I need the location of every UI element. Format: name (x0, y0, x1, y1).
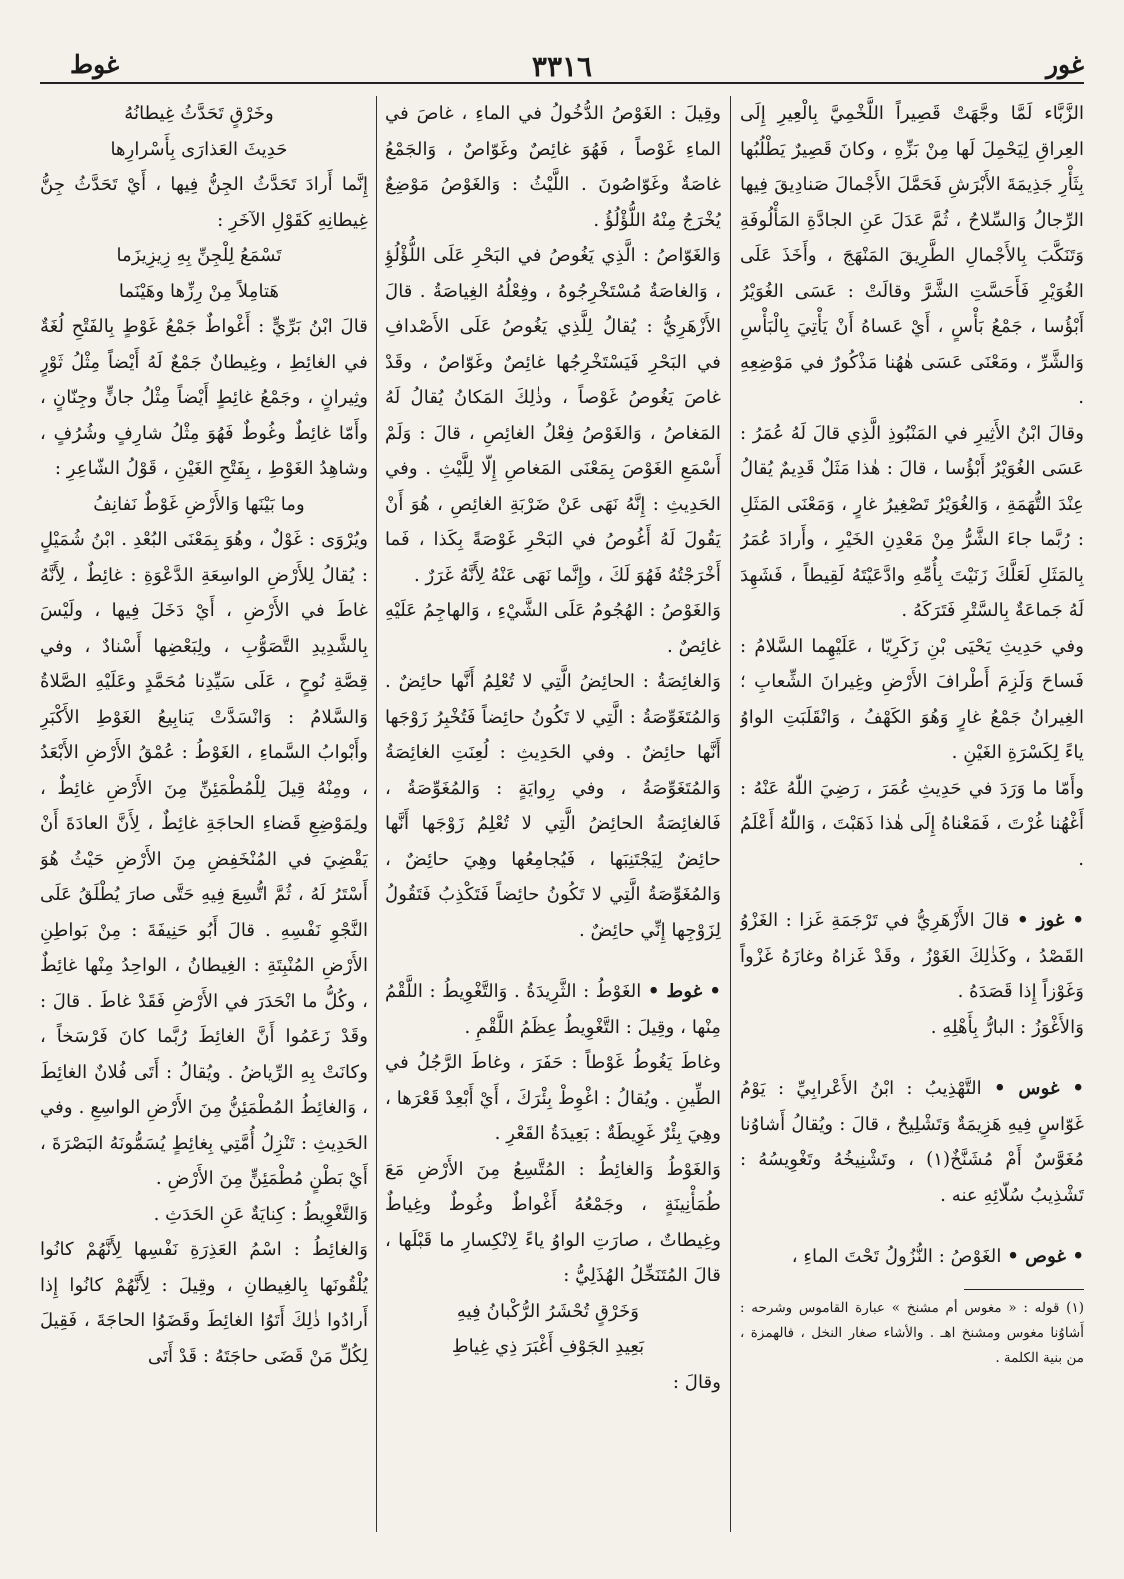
entry-text: الغَوْطُ : الثَّرِيدَةُ . وَالتَّغْوِيطُ : اللَّقْمُ مِنْها ، وقِيلَ : التَّغْوِيطُ عِظَمُ اللَّقْمِ . (385, 981, 721, 1038)
entry-ghawth (740, 1239, 1084, 1275)
page-header (40, 50, 1084, 90)
entry-headword: • غوص • (1007, 1246, 1084, 1267)
verse-line: بَعِيدِ الجَوْفِ أَغْبَرَ ذِي غِياطِ (451, 1336, 645, 1357)
header-left-word: غوط (70, 50, 120, 79)
paragraph: وَالغائِطُ : اسْمُ العَذِرَةِ نَفْسِها لِأَنَّهُمْ كانُوا يُلْقُونَها بِالغِيطانِ ، وقِيلَ : لِأَنَّهُمْ كانُوا إِذا أَرادُوا ذٰلِكَ أَتَوُا الغائِطَ وقَضَوُا الحاجَةَ ، فَقِيلَ لِكُلِّ مَنْ قَضَى حاجَتَهُ : قَدْ أَتَى (40, 1239, 368, 1367)
dictionary-page (40, 38, 1084, 1548)
entry-text: التَّهْذِيبُ : ابْنُ الأَعْرابِيِّ : يَوْمُ غَوّاسٍ فِيهِ هَزِيمَةٌ وَتَشْلِيحٌ ، قالَ : ويُقالُ أَشاوُنا مُغَوَّسٌ أَمْ مُشَنَّخٌ(١) ، وتَشْنِيخُهُ وتَغْوِيسُهُ : تَشْذِيبُ سُلّائِهِ عنه . (740, 1078, 1084, 1206)
footnote-rule (964, 1289, 1084, 1290)
page-number: ٣٣١٦ (531, 50, 593, 83)
header-rule (40, 82, 1084, 84)
verse-line: تَسْمَعُ لِلْجِنِّ بِهِ زِيزِيزَما (116, 245, 282, 266)
paragraph: وَالأَغْوَزُ : البارُّ بِأَهْلِهِ . (930, 1016, 1084, 1038)
left-column (40, 96, 368, 1536)
header-right-word: غور (1045, 50, 1084, 79)
entry-text: قالَ الأَزْهَرِيُّ في تَرْجَمَةِ غَزا : الغَزْوُ القَصْدُ ، وكَذٰلِكَ الغَوْزُ ، وقَدْ غَزاهُ وغازَهُ غَزْواً وَغَوْزاً إِذا قَصَدَهُ . (740, 910, 1084, 1002)
entry-headword: • غوط • (647, 981, 721, 1002)
paragraph: وقِيلَ : الغَوْصُ الدُّخُولُ في الماءِ ، غاصَ في الماءِ غَوْصاً ، فَهُوَ غائِصٌ وغَوّاصٌ ، وَالجَمْعُ غاصَةٌ وغَوّاصُونَ . اللَّيْثُ : وَالغَوْصُ مَوْضِعٌ يُخْرَجُ مِنْهُ اللُّؤْلُؤُ . (385, 103, 721, 231)
paragraph: وغاطَ يَغُوطُ غَوْطاً : حَفَرَ ، وغاطَ الرَّجُلُ في الطِّينِ . ويُقالُ : اغْوِطْ بِئْرَكَ ، أَيْ أَبْعِدْ قَعْرَها ، وهِيَ بِئْرٌ غَوِيطَةٌ : بَعِيدَةُ القَعْرِ . (385, 1052, 721, 1144)
column-divider (376, 96, 377, 1532)
paragraph: قالَ ابْنُ بَرِّيٍّ : أَغْواطٌ جَمْعُ غَوْطٍ بِالفَتْحِ لُغَةٌ في الغائِطِ ، وغِيطانٌ جَمْعٌ لَهُ أَيْضاً مِثْلُ ثَوْرٍ وثِيرانٍ ، وجَمْعُ غائِطٍ أَيْضاً مِثْلُ جانٍّ وجِنّانٍ ، وأَمّا غائِطٌ وغُوطٌ فَهُوَ مِثْلُ شارِفٍ وشُرُفٍ ، وشاهِدُ الغَوْطِ ، بِفَتْحِ الغَيْنِ ، قَوْلُ الشّاعِرِ : (40, 316, 368, 479)
footnote: (١) قوله : « مغوس أم مشنخ » عبارة القاموس وشرحه : أَشاوُنا مغوس ومشنخ اهـ . والأشاء صغار النخل ، فالهمزة ، من بنية الكلمة . (740, 1299, 1084, 1366)
paragraph: وَالغَوّاصُ : الَّذِي يَغُوصُ في البَحْرِ عَلَى اللُّؤْلُؤِ ، وَالغاصَةُ مُسْتَخْرِجُوهُ ، وفِعْلُهُ الغِياصَةُ . قالَ الأَزْهَرِيُّ : يُقالُ لِلَّذِي يَغُوصُ عَلَى الأَصْدافِ في البَحْرِ فَيَسْتَخْرِجُها غائِصٌ وغَوّاصٌ ، وقَدْ غاصَ يَغُوصُ غَوْصاً ، وذٰلِكَ المَكانُ يُقالُ لَهُ المَغاصُ ، وَالغَوْصُ فِعْلُ الغائِصِ ، قالَ : وَلَمْ أَسْمَعِ الغَوْصَ بِمَعْنَى المَغاصِ إِلّا لِلَّيْثِ . وفي الحَدِيثِ : إِنَّهُ نَهَى عَنْ ضَرْبَةِ الغائِصِ ، هُوَ أَنْ يَقُولَ لَهُ أَغُوصُ في البَحْرِ غَوْصَةً بِكَذا ، فَما أَخْرَجْتُهُ فَهُوَ لَكَ ، وإِنَّما نَهَى عَنْهُ لِأَنَّهُ غَرَرٌ . (385, 245, 721, 586)
verse-line: حَدِيثَ العَذارَى بِأَسْرارِها (110, 138, 288, 160)
paragraph: وقالَ ابْنُ الأَثِيرِ في المَنْبُوذِ الَّذِي قالَ لَهُ عُمَرُ : عَسَى الغُوَيْرُ أَبْؤُسا ، قالَ : هٰذا مَثَلٌ قَدِيمٌ يُقالُ عِنْدَ التُّهَمَةِ ، وَالغُوَيْرُ تَصْغِيرُ غارٍ ، وَمَعْنَى المَثَلِ : رُبَّما جاءَ الشَّرُّ مِنْ مَعْدِنِ الخَيْرِ ، وأَرادَ عُمَرُ بِالمَثَلِ لَعَلَّكَ زَنَيْتَ بِأُمِّهِ وادَّعَيْتَهُ لَقِيطاً ، فَشَهِدَ لَهُ جَماعَةٌ بِالسَّتْرِ فَتَرَكَهُ . (740, 422, 1084, 621)
column-divider (730, 96, 731, 1532)
paragraph: وَالغَوْطُ وَالغائِطُ : المُتَّسِعُ مِنَ الأَرْضِ مَعَ طُمَأْنِينَةٍ ، وجَمْعُهُ أَغْواطٌ وغُوطٌ وغِياطٌ وغِيطاتٌ ، صارَتِ الواوُ ياءً لِانْكِسارِ ما قَبْلَها ، قالَ المُتَنَخِّلُ الهُذَلِيُّ : (385, 1158, 721, 1286)
verse-line: وما بَيْنَها وَالأَرْضِ غَوْطٌ نَفانِفُ (93, 493, 305, 515)
right-column (740, 96, 1084, 1536)
entry-ghaws (740, 1071, 1084, 1213)
entry-headword: • غوس • (994, 1078, 1084, 1099)
entry-text: الغَوْصُ : النُّزُولُ تَحْتَ الماءِ ، (791, 1246, 1002, 1267)
verse-line: وخَرْقٍ تَحَدَّثُ غِيطانُهُ (124, 103, 274, 124)
middle-column (385, 96, 721, 1536)
verse-line: وَخَرْقٍ تُحْشَرُ الرُّكْبانُ فِيهِ (456, 1300, 640, 1322)
verse-line: هَتامِلاً مِنْ رِزِّها وهَيْنَما (118, 280, 280, 302)
paragraph: الزَّبَّاء لَمَّا وجَّهَتْ قَصِيراً اللَّخْمِيَّ بِالْعِيرِ إِلَى العِراقِ لِيَحْمِلَ لَها مِنْ بَزِّهِ ، وكانَ قَصِيرٌ يَطْلُبُها بِثَأْرِ جَذِيمَةَ الأَبْرَشِ فَحَمَّلَ الأَجْمالَ صَنادِيقَ فِيها الرِّجالُ وَالسِّلاحُ ، ثُمَّ عَدَلَ عَنِ الجادَّةِ المَأْلُوفَةِ وَتَنَكَّبَ بِالأَجْمالِ الطَّرِيقَ المَنْهَجَ ، وأَخَذَ عَلَى الغُوَيْرِ فَأَحَسَّتِ الشَّرَّ وقالَتْ : عَسَى الغُوَيْرُ أَبْؤُسا ، جَمْعُ بَأْسٍ ، أَيْ عَساهُ أَنْ يَأْتِيَ بِالْبَأْسِ وَالشَّرِّ ، ومَعْنَى عَسَى هٰهُنا مَذْكُورٌ في مَوْضِعِهِ . (740, 103, 1084, 408)
entry-headword: • غوز • (1017, 910, 1084, 931)
paragraph: وقالَ : (672, 1371, 721, 1393)
entry-ghawt (385, 974, 721, 1045)
paragraph: وَالتَّغْوِيطُ : كِنايَةٌ عَنِ الحَدَثِ . (153, 1203, 368, 1225)
paragraph: وأَمّا ما وَرَدَ في حَدِيثِ عُمَرَ ، رَضِيَ اللّٰهُ عَنْهُ : أَغْهُنا غُرْتَ ، فَمَعْناهُ إِلَى هٰذا ذَهَبْتَ ، وَاللّٰهُ أَعْلَمُ . (740, 777, 1084, 870)
paragraph: ويُرْوَى : غَوْلٌ ، وهُوَ بِمَعْنَى البُعْدِ . ابْنُ شُمَيْلٍ : يُقالُ لِلأَرْضِ الواسِعَةِ الدَّعْوَةِ : غائِطٌ ، لِأَنَّهُ غاطَ في الأَرْضِ ، أَيْ دَخَلَ فِيها ، ولَيْسَ بِالشَّدِيدِ التَّصَوُّبِ ، ولِبَعْضِها أَسْنادٌ ، وفي قِصَّةِ نُوحٍ ، عَلَى سَيِّدِنا مُحَمَّدٍ وعَلَيْهِ الصَّلاةُ وَالسَّلامُ : وَانْسَدَّتْ يَنابِيعُ الغَوْطِ الأَكْبَرِ وأَبْوابُ السَّماءِ ، الغَوْطُ : عُمْقُ الأَرْضِ الأَبْعَدُ ، ومِنْهُ قِيلَ لِلْمُطْمَئِنِّ مِنَ الأَرْضِ غائِطٌ ، ولِمَوْضِعِ قَضاءِ الحاجَةِ غائِطٌ ، لِأَنَّ العادَةَ أَنْ يَقْضِيَ في المُنْخَفِضِ مِنَ الأَرْضِ حَيْثُ هُوَ أَسْتَرُ لَهُ ، ثُمَّ اتُّسِعَ فِيهِ حَتَّى صارَ يُطْلَقُ عَلَى النَّجْوِ نَفْسِهِ . قالَ أَبُو حَنِيفَةَ : مِنْ بَواطِنِ الأَرْضِ المُنْبِتَةِ : الغِيطانُ ، الواحِدُ مِنْها غائِطٌ ، وكُلُّ ما انْحَدَرَ في الأَرْضِ فَقَدْ غاطَ . قالَ : وقَدْ زَعَمُوا أَنَّ الغائِطَ رُبَّما كانَ فَرْسَخاً ، وكانَتْ بِهِ الرِّياضُ . ويُقالُ : أَتَى فُلانٌ الغائِطَ ، وَالغائِطُ المُطْمَئِنُّ مِنَ الأَرْضِ الواسِعِ . وفي الحَدِيثِ : تَنْزِلُ أُمَّتِي بِغائِطٍ يُسَمُّونَهُ البَصْرَةَ ، أَيْ بَطْنٍ مُطْمَئِنٍّ مِنَ الأَرْضِ . (40, 529, 368, 1189)
paragraph: إِنَّما أَرادَ تَحَدَّثُ الجِنُّ فِيها ، أَيْ تَحَدَّثُ جِنُّ غِيطانِهِ كَقَوْلِ الآخَرِ : (40, 174, 368, 231)
entry-ghawz (740, 903, 1084, 1010)
paragraph: وَالغَوْصُ : الهُجُومُ عَلَى الشَّيْءِ ، وَالهاجِمُ عَلَيْهِ غائِصٌ . (385, 600, 721, 657)
paragraph: وفي حَدِيثِ يَحْيَى بْنِ زَكَرِيّا ، عَلَيْهِما السَّلامُ : فَساحَ وَلَزِمَ أَطْرافَ الأَرْضِ وغِيرانَ الشِّعابِ ؛ الغِيرانُ جَمْعُ غارٍ وَهُوَ الكَهْفُ ، وَانْقَلَبَتِ الواوُ ياءً لِكَسْرَةِ الغَيْنِ . (740, 635, 1084, 763)
paragraph: وَالغائِصَةُ : الحائِضُ الَّتِي لا تُعْلِمُ أَنَّها حائِضٌ . وَالمُتَغَوِّصَةُ : الَّتِي لا تَكُونُ حائِضاً فَتُخْبِرُ زَوْجَها أَنَّها حائِضٌ . وفي الحَدِيثِ : لُعِنَتِ الغائِصَةُ وَالمُتَغَوِّصَةُ ، وفي رِوايَةٍ : وَالمُغَوِّصَةُ ، فَالغائِصَةُ الحائِضُ الَّتِي لا تُعْلِمُ زَوْجَها أَنَّها حائِضٌ لِيَجْتَنِبَها ، فَيُجامِعُها وهِيَ حائِضٌ ، وَالمُغَوِّصَةُ الَّتِي لا تَكُونُ حائِضاً فَتَكْذِبُ فَتَقُولُ لِزَوْجِها إِنِّي حائِضٌ . (385, 671, 721, 941)
